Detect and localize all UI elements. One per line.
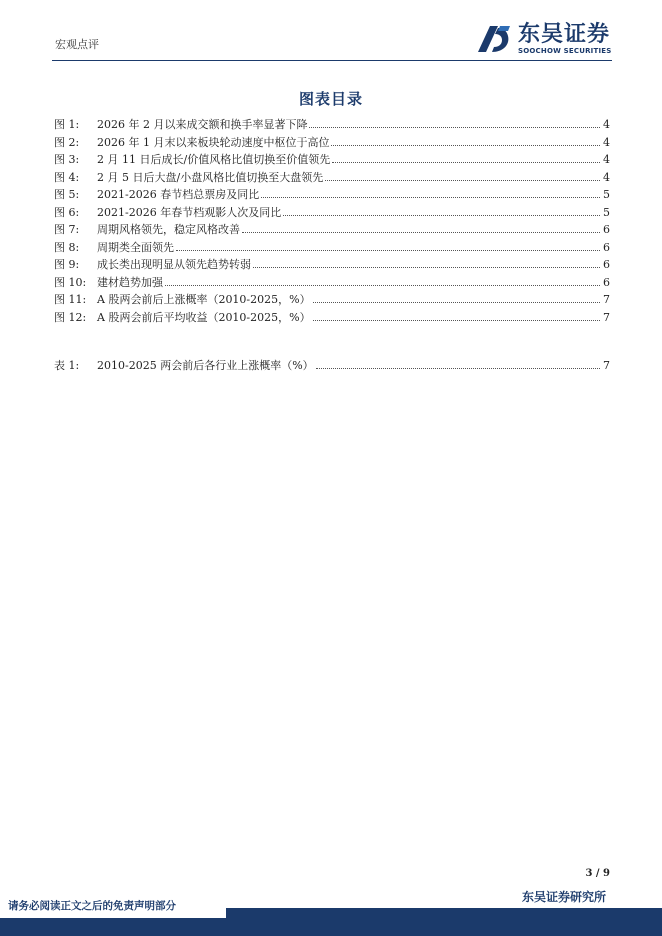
- dot-leader: [313, 302, 600, 303]
- dot-leader: [261, 197, 600, 198]
- toc-entry-figure-8[interactable]: [54, 239, 610, 257]
- disclaimer-text: 请务必阅读正文之后的免责声明部分: [8, 900, 176, 912]
- entry-number: 图 12:: [54, 310, 87, 324]
- entry-title: 2010-2025 两会前后各行业上涨概率（%）: [97, 359, 314, 372]
- toc-entry-figure-4[interactable]: [54, 169, 610, 187]
- entry-title: 2021-2026 年春节档观影人次及同比: [97, 205, 282, 219]
- entry-page: 7: [603, 293, 610, 306]
- section-label: 宏观点评: [55, 38, 99, 51]
- toc-title: 图表目录: [298, 90, 363, 108]
- entry-title: 2 月 5 日后大盘/小盘风格比值切换至大盘领先: [97, 170, 324, 184]
- entry-page: 4: [603, 170, 610, 184]
- dot-leader: [325, 180, 600, 181]
- dot-leader: [313, 320, 600, 321]
- entry-number: 图 10:: [54, 275, 87, 289]
- entry-page: 6: [603, 240, 610, 254]
- entry-title: 成长类出现明显从领先趋势转弱: [97, 258, 251, 271]
- dot-leader: [176, 250, 600, 251]
- toc-entry-figure-10[interactable]: [54, 274, 610, 292]
- dot-leader: [309, 127, 600, 128]
- toc-entry-figure-5[interactable]: [54, 186, 610, 204]
- entry-title: 周期类全面领先: [97, 240, 174, 254]
- toc-entry-figure-2[interactable]: [54, 134, 610, 152]
- entry-title: A 股两会前后平均收益（2010-2025，%）: [97, 310, 311, 324]
- page-number: 3 / 9: [585, 868, 610, 879]
- entry-title: A 股两会前后上涨概率（2010-2025，%）: [97, 293, 311, 306]
- toc-entry-figure-12[interactable]: [54, 309, 610, 327]
- entry-number: 图 5:: [54, 188, 80, 201]
- toc-entry-figure-6[interactable]: [54, 204, 610, 222]
- soochow-logo-icon: [474, 22, 514, 56]
- table-list: [54, 357, 610, 375]
- dot-leader: [165, 285, 600, 286]
- entry-number: 图 7:: [54, 223, 80, 236]
- dot-leader: [242, 232, 600, 233]
- entry-number: 图 1:: [54, 118, 80, 131]
- entry-title: 周期风格领先，稳定风格改善: [97, 223, 240, 236]
- toc-entry-figure-1[interactable]: [54, 116, 610, 134]
- dot-leader: [331, 145, 600, 146]
- entry-title: 2021-2026 春节档总票房及同比: [97, 188, 260, 201]
- entry-number: 图 6:: [54, 205, 80, 219]
- entry-number: 图 8:: [54, 240, 80, 254]
- institute-name: 东吴证券研究所: [521, 890, 606, 904]
- entry-number: 图 11:: [54, 293, 87, 306]
- entry-number: 图 3:: [54, 153, 80, 166]
- entry-page: 4: [603, 153, 610, 166]
- entry-page: 7: [603, 359, 610, 372]
- entry-page: 6: [603, 275, 610, 289]
- dot-leader: [332, 162, 600, 163]
- toc-entry-figure-9[interactable]: [54, 256, 610, 274]
- figure-list: [54, 116, 610, 326]
- toc-entry-figure-3[interactable]: [54, 151, 610, 169]
- entry-number: 表 1:: [54, 359, 80, 372]
- toc-entry-figure-11[interactable]: [54, 291, 610, 309]
- company-logo: [474, 22, 612, 56]
- logo-english-name: SOOCHOW SECURITIES: [518, 46, 612, 55]
- entry-number: 图 4:: [54, 170, 80, 184]
- entry-number: 图 2:: [54, 135, 80, 149]
- entry-page: 4: [603, 118, 610, 131]
- logo-chinese-name: 东吴证券: [518, 21, 611, 47]
- entry-title: 2026 年 1 月末以来板块轮动速度中枢位于高位: [97, 135, 330, 149]
- entry-page: 5: [603, 188, 610, 201]
- entry-page: 4: [603, 135, 610, 149]
- entry-title: 2 月 11 日后成长/价值风格比值切换至价值领先: [97, 153, 331, 166]
- entry-page: 5: [603, 205, 610, 219]
- entry-page: 6: [603, 258, 610, 271]
- dot-leader: [316, 368, 600, 369]
- entry-title: 建材趋势加强: [97, 275, 163, 289]
- dot-leader: [283, 215, 600, 216]
- header-divider: [52, 60, 612, 61]
- toc-entry-table-1[interactable]: [54, 357, 610, 375]
- entry-page: 7: [603, 310, 610, 324]
- entry-title: 2026 年 2 月以来成交额和换手率显著下降: [97, 118, 308, 131]
- toc-entry-figure-7[interactable]: [54, 221, 610, 239]
- entry-page: 6: [603, 223, 610, 236]
- entry-number: 图 9:: [54, 258, 80, 271]
- dot-leader: [253, 267, 600, 268]
